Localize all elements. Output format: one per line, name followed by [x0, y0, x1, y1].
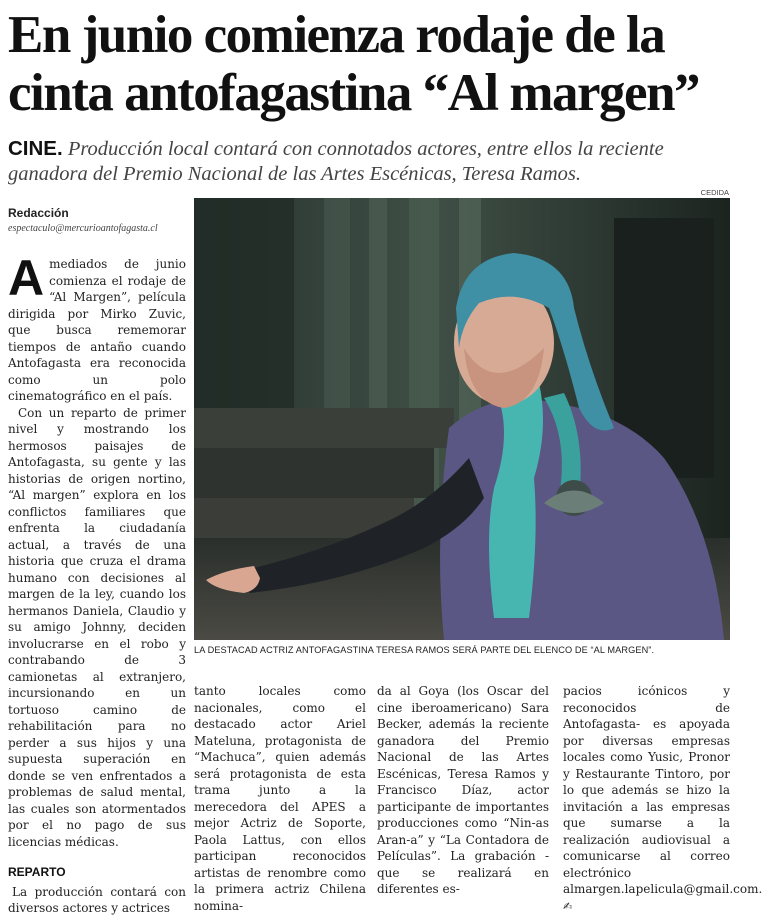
- photo-caption: LA DESTACAD ACTRIZ ANTOFAGASTINA TERESA RAMOS SERÁ PARTE DEL ELENCO DE “AL MARGEN”.: [194, 645, 655, 655]
- article-deck: [8, 136, 730, 187]
- body-column-2: [194, 683, 366, 914]
- photo-illustration: [194, 198, 730, 640]
- paragraph-1-text: mediados de junio comienza el rodaje de “Al Margen”, película dirigida por Mirko Zuvic, que busca rememorar tiempos de antaño cuando Antofagasta era reconocida como un polo cinematográfico en el país.: [8, 257, 186, 403]
- column-3-text: da al Goya (los Oscar del cine iberoamericano) Sara Becker, además la reciente ganadora del Premio Nacional de las Artes Escénicas, Teresa Ramos y Francisco Díaz, actor participante de importantes producciones como “Nin-as Aran-a” y “La Contadora de Películas”. La grabación -que se realizará en diferentes es-: [377, 684, 549, 896]
- byline: [8, 206, 188, 234]
- subhead-reparto: REPARTO: [8, 865, 66, 879]
- article-photo: [194, 198, 730, 640]
- byline-author: Redacción: [8, 206, 69, 220]
- paragraph-3: La producción contará con diversos actores y actrices: [8, 884, 186, 915]
- column-4-text: [563, 683, 762, 915]
- column-4-body: pacios icónicos y reconocidos de Antofagasta- es apoyada por diversas empresas locales como Yusic, Pronor y Restaurante Tintoro, por lo que además se hizo la invitación a las empresas que sumarse a la realización audiovisual a comunicarse al correo electrónico almargen.lapelicula@gmail.com.: [563, 684, 762, 896]
- body-column-3: [377, 683, 549, 898]
- body-column-4: [563, 683, 762, 915]
- section-kicker: CINE.: [8, 137, 63, 160]
- column-2-text: tanto locales como nacionales, como el destacado actor Ariel Mateluna, protagonista de “Machuca”, quien además será protagonista de esta trama junto a la merecedora del APES a mejor Actriz de Soporte, Paola Lattus, con ellos participan reconocidos artistas de renombre como la primera actriz Chilena nomina-: [194, 684, 366, 913]
- body-column-1: [8, 250, 186, 917]
- end-mark-icon: ✍: [563, 899, 573, 913]
- byline-email: espectaculo@mercurioantofagasta.cl: [8, 223, 158, 234]
- drop-cap: A: [8, 250, 45, 306]
- deck-text: Producción local contará con connotados actores, entre ellos la reciente ganadora del Premio Nacional de las Artes Escénicas, Teresa Ramos.: [8, 138, 664, 185]
- paragraph-2: Con un reparto de primer nivel y mostrando los hermosos paisajes de Antofagasta, su gente y las historias de origen nortino, “Al margen” explora en los conflictos familiares que enfrenta la ciudadanía actual, a través de una historia que cruza el drama humano con decisiones al margen de la ley, cuando los hermanos Daniela, Claudio y su amigo Johnny, deciden involucrarse en el robo y contrabando de 3 camionetas al extranjero, incursionando en un tortuoso camino de rehabilitación para no perder a sus hijos y una supuesta superación en donde se ven enfrentados a problemas de salud mental, las cuales son atormentados por el no pago de sus licencias médicas.: [8, 405, 186, 849]
- headline: En junio comienza rodaje de la cinta antofagastina “Al margen”: [8, 6, 700, 122]
- paragraph-1: [8, 250, 186, 405]
- photo-credit: CEDIDA: [700, 188, 729, 197]
